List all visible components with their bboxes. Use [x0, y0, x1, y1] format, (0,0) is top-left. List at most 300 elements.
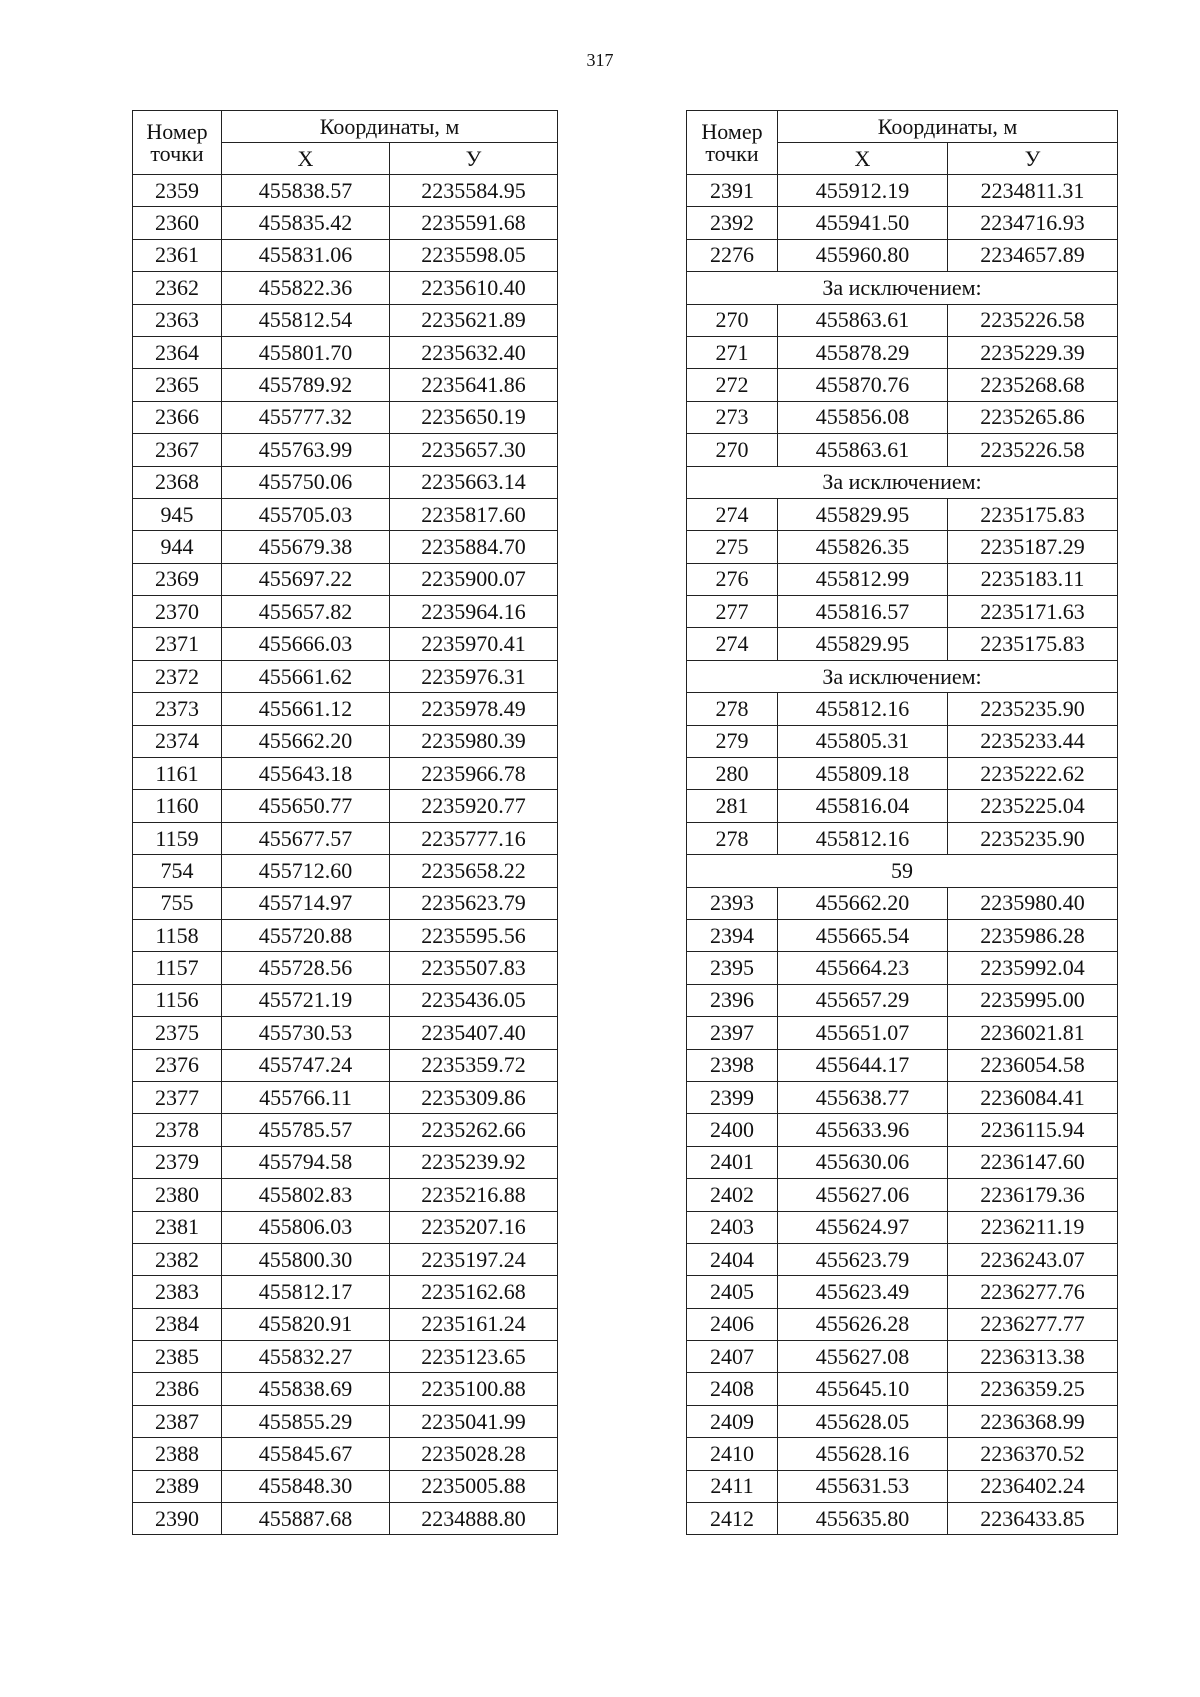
- table-row: [687, 175, 1118, 207]
- point-number-cell: 2399: [687, 1081, 778, 1113]
- table-row: [133, 919, 558, 951]
- point-number-cell: 2364: [133, 336, 222, 368]
- y-coordinate-cell: 2235507.83: [390, 952, 558, 984]
- y-coordinate-cell: 2235197.24: [390, 1243, 558, 1275]
- section-row: [687, 466, 1118, 498]
- point-number-cell: 2390: [133, 1503, 222, 1535]
- y-coordinate-cell: 2235658.22: [390, 855, 558, 887]
- x-coordinate-cell: 455651.07: [778, 1017, 948, 1049]
- point-number-cell: 2381: [133, 1211, 222, 1243]
- point-number-cell: 2404: [687, 1243, 778, 1275]
- table-row: [133, 336, 558, 368]
- y-coordinate-cell: 2235623.79: [390, 887, 558, 919]
- point-number-cell: 2405: [687, 1276, 778, 1308]
- point-number-cell: 2378: [133, 1114, 222, 1146]
- y-coordinate-cell: 2235262.66: [390, 1114, 558, 1146]
- point-number-cell: 2387: [133, 1405, 222, 1437]
- y-coordinate-cell: 2236179.36: [948, 1179, 1118, 1211]
- table-row: [133, 1470, 558, 1502]
- point-header-line2: точки: [150, 140, 204, 166]
- table-row: [687, 1211, 1118, 1243]
- y-coordinate-cell: 2235632.40: [390, 336, 558, 368]
- x-column-header: Х: [778, 143, 948, 175]
- table-row: [133, 1341, 558, 1373]
- y-coordinate-cell: 2235161.24: [390, 1308, 558, 1340]
- table-row: [133, 401, 558, 433]
- table-row: [687, 725, 1118, 757]
- x-coordinate-cell: 455870.76: [778, 369, 948, 401]
- x-coordinate-cell: 455812.17: [222, 1276, 390, 1308]
- point-number-cell: 2367: [133, 434, 222, 466]
- table-row: [133, 887, 558, 919]
- point-number-cell: 2369: [133, 563, 222, 595]
- point-number-cell: 2391: [687, 175, 778, 207]
- table-row: [687, 1146, 1118, 1178]
- point-number-cell: 2373: [133, 693, 222, 725]
- point-number-cell: 1157: [133, 952, 222, 984]
- y-coordinate-cell: 2235591.68: [390, 207, 558, 239]
- y-coordinate-cell: 2235610.40: [390, 272, 558, 304]
- x-coordinate-cell: 455626.28: [778, 1308, 948, 1340]
- point-number-cell: 2359: [133, 175, 222, 207]
- x-coordinate-cell: 455643.18: [222, 758, 390, 790]
- section-label: 59: [687, 855, 1118, 887]
- point-header-line1: Номер: [701, 118, 763, 144]
- point-number-cell: 271: [687, 336, 778, 368]
- x-coordinate-cell: 455785.57: [222, 1114, 390, 1146]
- x-coordinate-cell: 455829.95: [778, 498, 948, 530]
- table-row: [133, 1243, 558, 1275]
- y-coordinate-cell: 2235641.86: [390, 369, 558, 401]
- y-coordinate-cell: 2235171.63: [948, 596, 1118, 628]
- point-number-cell: 2375: [133, 1017, 222, 1049]
- y-coordinate-cell: 2235436.05: [390, 984, 558, 1016]
- y-coordinate-cell: 2235123.65: [390, 1341, 558, 1373]
- y-coordinate-cell: 2235663.14: [390, 466, 558, 498]
- x-coordinate-cell: 455831.06: [222, 239, 390, 271]
- point-header-line1: Номер: [146, 118, 208, 144]
- table-row: [687, 1276, 1118, 1308]
- y-coordinate-cell: 2235207.16: [390, 1211, 558, 1243]
- x-coordinate-cell: 455705.03: [222, 498, 390, 530]
- y-coordinate-cell: 2234888.80: [390, 1503, 558, 1535]
- point-number-cell: 2411: [687, 1470, 778, 1502]
- table-row: [133, 1308, 558, 1340]
- table-row: [133, 1081, 558, 1113]
- x-coordinate-cell: 455848.30: [222, 1470, 390, 1502]
- x-coordinate-cell: 455697.22: [222, 563, 390, 595]
- point-number-cell: 2383: [133, 1276, 222, 1308]
- x-coordinate-cell: 455730.53: [222, 1017, 390, 1049]
- point-number-cell: 2403: [687, 1211, 778, 1243]
- point-number-cell: 2395: [687, 952, 778, 984]
- point-number-cell: 2368: [133, 466, 222, 498]
- y-coordinate-cell: 2235650.19: [390, 401, 558, 433]
- point-number-cell: 2400: [687, 1114, 778, 1146]
- table-row: [687, 1341, 1118, 1373]
- point-number-cell: 945: [133, 498, 222, 530]
- point-number-cell: 279: [687, 725, 778, 757]
- point-number-cell: 2406: [687, 1308, 778, 1340]
- point-number-cell: 2377: [133, 1081, 222, 1113]
- point-number-cell: 2398: [687, 1049, 778, 1081]
- point-number-cell: 2392: [687, 207, 778, 239]
- x-coordinate-cell: 455714.97: [222, 887, 390, 919]
- y-coordinate-cell: 2236313.38: [948, 1341, 1118, 1373]
- x-coordinate-cell: 455800.30: [222, 1243, 390, 1275]
- point-number-header: [687, 111, 778, 175]
- y-coordinate-cell: 2235980.39: [390, 725, 558, 757]
- y-coordinate-cell: 2235028.28: [390, 1438, 558, 1470]
- table-row: [133, 1049, 558, 1081]
- point-number-cell: 1160: [133, 790, 222, 822]
- table-row: [133, 725, 558, 757]
- y-coordinate-cell: 2236277.77: [948, 1308, 1118, 1340]
- point-number-cell: 2388: [133, 1438, 222, 1470]
- y-coordinate-cell: 2235226.58: [948, 434, 1118, 466]
- x-coordinate-cell: 455812.16: [778, 693, 948, 725]
- page-number: 317: [586, 50, 614, 70]
- y-coordinate-cell: 2235175.83: [948, 628, 1118, 660]
- y-coordinate-cell: 2236243.07: [948, 1243, 1118, 1275]
- coordinates-table-right: [686, 110, 1118, 1535]
- table-row: [687, 304, 1118, 336]
- point-number-cell: 277: [687, 596, 778, 628]
- x-coordinate-cell: 455816.57: [778, 596, 948, 628]
- point-number-header: [133, 111, 222, 175]
- point-number-cell: 1158: [133, 919, 222, 951]
- point-number-cell: 1161: [133, 758, 222, 790]
- point-number-cell: 2376: [133, 1049, 222, 1081]
- y-coordinate-cell: 2236277.76: [948, 1276, 1118, 1308]
- y-coordinate-cell: 2235235.90: [948, 693, 1118, 725]
- y-coordinate-cell: 2236211.19: [948, 1211, 1118, 1243]
- y-coordinate-cell: 2236021.81: [948, 1017, 1118, 1049]
- section-label: За исключением:: [687, 272, 1118, 304]
- x-coordinate-cell: 455887.68: [222, 1503, 390, 1535]
- y-coordinate-cell: 2235268.68: [948, 369, 1118, 401]
- table-row: [133, 660, 558, 692]
- table-row: [133, 1211, 558, 1243]
- table-row: [133, 207, 558, 239]
- y-coordinate-cell: 2235900.07: [390, 563, 558, 595]
- point-number-cell: 2360: [133, 207, 222, 239]
- y-coordinate-cell: 2235970.41: [390, 628, 558, 660]
- point-number-cell: 2371: [133, 628, 222, 660]
- x-coordinate-cell: 455712.60: [222, 855, 390, 887]
- table-row: [687, 401, 1118, 433]
- table-row: [687, 758, 1118, 790]
- x-coordinate-cell: 455627.08: [778, 1341, 948, 1373]
- y-coordinate-cell: 2236054.58: [948, 1049, 1118, 1081]
- x-coordinate-cell: 455661.62: [222, 660, 390, 692]
- point-number-cell: 274: [687, 498, 778, 530]
- point-number-cell: 270: [687, 434, 778, 466]
- y-coordinate-cell: 2235995.00: [948, 984, 1118, 1016]
- point-number-cell: 2410: [687, 1438, 778, 1470]
- point-number-cell: 2412: [687, 1503, 778, 1535]
- section-row: [687, 660, 1118, 692]
- table-row: [133, 952, 558, 984]
- point-number-cell: 275: [687, 531, 778, 563]
- table-row: [133, 239, 558, 271]
- table-row: [687, 1405, 1118, 1437]
- x-coordinate-cell: 455645.10: [778, 1373, 948, 1405]
- x-coordinate-cell: 455763.99: [222, 434, 390, 466]
- y-coordinate-cell: 2235817.60: [390, 498, 558, 530]
- y-coordinate-cell: 2235992.04: [948, 952, 1118, 984]
- x-coordinate-cell: 455838.57: [222, 175, 390, 207]
- table-row: [687, 1373, 1118, 1405]
- point-number-cell: 2397: [687, 1017, 778, 1049]
- y-coordinate-cell: 2235621.89: [390, 304, 558, 336]
- x-coordinate-cell: 455677.57: [222, 822, 390, 854]
- x-coordinate-cell: 455789.92: [222, 369, 390, 401]
- table-row: [687, 1503, 1118, 1535]
- table-row: [133, 563, 558, 595]
- table-row: [687, 336, 1118, 368]
- point-number-cell: 1156: [133, 984, 222, 1016]
- x-coordinate-cell: 455662.20: [778, 887, 948, 919]
- y-coordinate-cell: 2235966.78: [390, 758, 558, 790]
- y-coordinate-cell: 2235309.86: [390, 1081, 558, 1113]
- y-coordinate-cell: 2235100.88: [390, 1373, 558, 1405]
- point-number-cell: 276: [687, 563, 778, 595]
- x-coordinate-cell: 455777.32: [222, 401, 390, 433]
- table-row: [133, 628, 558, 660]
- table-row: [133, 1017, 558, 1049]
- y-coordinate-cell: 2234657.89: [948, 239, 1118, 271]
- x-coordinate-cell: 455728.56: [222, 952, 390, 984]
- y-coordinate-cell: 2236147.60: [948, 1146, 1118, 1178]
- point-number-cell: 280: [687, 758, 778, 790]
- y-coordinate-cell: 2235216.88: [390, 1179, 558, 1211]
- table-row: [687, 239, 1118, 271]
- point-number-cell: 2365: [133, 369, 222, 401]
- y-coordinate-cell: 2236402.24: [948, 1470, 1118, 1502]
- y-coordinate-cell: 2235225.04: [948, 790, 1118, 822]
- table-row: [133, 531, 558, 563]
- point-number-cell: 1159: [133, 822, 222, 854]
- y-coordinate-cell: 2235226.58: [948, 304, 1118, 336]
- table-row: [687, 919, 1118, 951]
- table-row: [687, 1243, 1118, 1275]
- table-row: [687, 1308, 1118, 1340]
- table-row: [687, 1049, 1118, 1081]
- x-coordinate-cell: 455878.29: [778, 336, 948, 368]
- table-row: [687, 596, 1118, 628]
- x-coordinate-cell: 455806.03: [222, 1211, 390, 1243]
- x-coordinate-cell: 455838.69: [222, 1373, 390, 1405]
- y-coordinate-cell: 2234716.93: [948, 207, 1118, 239]
- table-row: [133, 790, 558, 822]
- x-coordinate-cell: 455845.67: [222, 1438, 390, 1470]
- y-coordinate-cell: 2236368.99: [948, 1405, 1118, 1437]
- x-coordinate-cell: 455826.35: [778, 531, 948, 563]
- y-coordinate-cell: 2235978.49: [390, 693, 558, 725]
- x-coordinate-cell: 455750.06: [222, 466, 390, 498]
- point-number-cell: 2393: [687, 887, 778, 919]
- point-number-cell: 2382: [133, 1243, 222, 1275]
- x-coordinate-cell: 455855.29: [222, 1405, 390, 1437]
- x-coordinate-cell: 455794.58: [222, 1146, 390, 1178]
- y-coordinate-cell: 2235976.31: [390, 660, 558, 692]
- table-row: [687, 369, 1118, 401]
- table-row: [133, 984, 558, 1016]
- y-coordinate-cell: 2235235.90: [948, 822, 1118, 854]
- y-coordinate-cell: 2235229.39: [948, 336, 1118, 368]
- y-column-header: У: [948, 143, 1118, 175]
- x-coordinate-cell: 455822.36: [222, 272, 390, 304]
- x-coordinate-cell: 455747.24: [222, 1049, 390, 1081]
- x-coordinate-cell: 455662.20: [222, 725, 390, 757]
- x-coordinate-cell: 455960.80: [778, 239, 948, 271]
- x-coordinate-cell: 455644.17: [778, 1049, 948, 1081]
- y-coordinate-cell: 2235964.16: [390, 596, 558, 628]
- table-row: [687, 1017, 1118, 1049]
- y-column-header: У: [390, 143, 558, 175]
- y-coordinate-cell: 2235041.99: [390, 1405, 558, 1437]
- x-coordinate-cell: 455801.70: [222, 336, 390, 368]
- x-coordinate-cell: 455633.96: [778, 1114, 948, 1146]
- table-row: [687, 628, 1118, 660]
- point-number-cell: 2384: [133, 1308, 222, 1340]
- x-coordinate-cell: 455766.11: [222, 1081, 390, 1113]
- y-coordinate-cell: 2235265.86: [948, 401, 1118, 433]
- table-row: [133, 1373, 558, 1405]
- y-coordinate-cell: 2235920.77: [390, 790, 558, 822]
- coordinates-header: Координаты, м: [222, 111, 558, 143]
- point-header-line2: точки: [705, 140, 759, 166]
- x-coordinate-cell: 455679.38: [222, 531, 390, 563]
- y-coordinate-cell: 2235175.83: [948, 498, 1118, 530]
- point-number-cell: 270: [687, 304, 778, 336]
- x-coordinate-cell: 455812.54: [222, 304, 390, 336]
- y-coordinate-cell: 2235162.68: [390, 1276, 558, 1308]
- x-coordinate-cell: 455863.61: [778, 434, 948, 466]
- point-number-cell: 2389: [133, 1470, 222, 1502]
- table-row: [133, 758, 558, 790]
- point-number-cell: 2396: [687, 984, 778, 1016]
- x-coordinate-cell: 455941.50: [778, 207, 948, 239]
- y-coordinate-cell: 2235239.92: [390, 1146, 558, 1178]
- x-coordinate-cell: 455856.08: [778, 401, 948, 433]
- x-coordinate-cell: 455657.29: [778, 984, 948, 1016]
- table-row: [133, 498, 558, 530]
- y-coordinate-cell: 2236433.85: [948, 1503, 1118, 1535]
- x-coordinate-cell: 455863.61: [778, 304, 948, 336]
- point-number-cell: 2407: [687, 1341, 778, 1373]
- x-coordinate-cell: 455631.53: [778, 1470, 948, 1502]
- y-coordinate-cell: 2235595.56: [390, 919, 558, 951]
- point-number-cell: 2386: [133, 1373, 222, 1405]
- table-row: [133, 822, 558, 854]
- point-number-cell: 2366: [133, 401, 222, 433]
- point-number-cell: 2362: [133, 272, 222, 304]
- table-row: [133, 1503, 558, 1535]
- table-row: [133, 369, 558, 401]
- x-coordinate-cell: 455666.03: [222, 628, 390, 660]
- table-row: [133, 1405, 558, 1437]
- x-coordinate-cell: 455624.97: [778, 1211, 948, 1243]
- x-coordinate-cell: 455720.88: [222, 919, 390, 951]
- y-coordinate-cell: 2235657.30: [390, 434, 558, 466]
- x-coordinate-cell: 455661.12: [222, 693, 390, 725]
- x-coordinate-cell: 455829.95: [778, 628, 948, 660]
- y-coordinate-cell: 2235777.16: [390, 822, 558, 854]
- y-coordinate-cell: 2235187.29: [948, 531, 1118, 563]
- point-number-cell: 2380: [133, 1179, 222, 1211]
- y-coordinate-cell: 2235222.62: [948, 758, 1118, 790]
- table-row: [133, 304, 558, 336]
- table-row: [687, 1438, 1118, 1470]
- point-number-cell: 274: [687, 628, 778, 660]
- section-label: За исключением:: [687, 660, 1118, 692]
- point-number-cell: 2394: [687, 919, 778, 951]
- x-coordinate-cell: 455627.06: [778, 1179, 948, 1211]
- point-number-cell: 2401: [687, 1146, 778, 1178]
- point-number-cell: 281: [687, 790, 778, 822]
- x-coordinate-cell: 455805.31: [778, 725, 948, 757]
- point-number-cell: 2409: [687, 1405, 778, 1437]
- x-coordinate-cell: 455638.77: [778, 1081, 948, 1113]
- point-number-cell: 2374: [133, 725, 222, 757]
- point-number-cell: 2372: [133, 660, 222, 692]
- table-row: [133, 272, 558, 304]
- table-row: [687, 1470, 1118, 1502]
- x-coordinate-cell: 455721.19: [222, 984, 390, 1016]
- y-coordinate-cell: 2235183.11: [948, 563, 1118, 595]
- section-row: [687, 272, 1118, 304]
- point-number-cell: 2363: [133, 304, 222, 336]
- table-row: [133, 855, 558, 887]
- table-row: [133, 1146, 558, 1178]
- y-coordinate-cell: 2235980.40: [948, 887, 1118, 919]
- point-number-cell: 273: [687, 401, 778, 433]
- table-row: [133, 466, 558, 498]
- table-row: [133, 1276, 558, 1308]
- y-coordinate-cell: 2236115.94: [948, 1114, 1118, 1146]
- coordinates-header: Координаты, м: [778, 111, 1118, 143]
- y-coordinate-cell: 2235598.05: [390, 239, 558, 271]
- x-coordinate-cell: 455635.80: [778, 1503, 948, 1535]
- table-row: [687, 887, 1118, 919]
- table-row: [687, 984, 1118, 1016]
- point-number-cell: 2385: [133, 1341, 222, 1373]
- point-number-cell: 278: [687, 822, 778, 854]
- point-number-cell: 755: [133, 887, 222, 919]
- x-coordinate-cell: 455812.16: [778, 822, 948, 854]
- y-coordinate-cell: 2235584.95: [390, 175, 558, 207]
- x-coordinate-cell: 455912.19: [778, 175, 948, 207]
- table-row: [133, 1114, 558, 1146]
- table-row: [687, 531, 1118, 563]
- x-coordinate-cell: 455628.16: [778, 1438, 948, 1470]
- table-row: [687, 693, 1118, 725]
- point-number-cell: 2361: [133, 239, 222, 271]
- x-coordinate-cell: 455623.79: [778, 1243, 948, 1275]
- x-coordinate-cell: 455665.54: [778, 919, 948, 951]
- table-row: [687, 822, 1118, 854]
- table-row: [133, 1438, 558, 1470]
- y-coordinate-cell: 2235233.44: [948, 725, 1118, 757]
- table-row: [687, 563, 1118, 595]
- point-number-cell: 2370: [133, 596, 222, 628]
- table-row: [133, 693, 558, 725]
- x-coordinate-cell: 455623.49: [778, 1276, 948, 1308]
- x-coordinate-cell: 455650.77: [222, 790, 390, 822]
- coordinates-table-left: [132, 110, 558, 1535]
